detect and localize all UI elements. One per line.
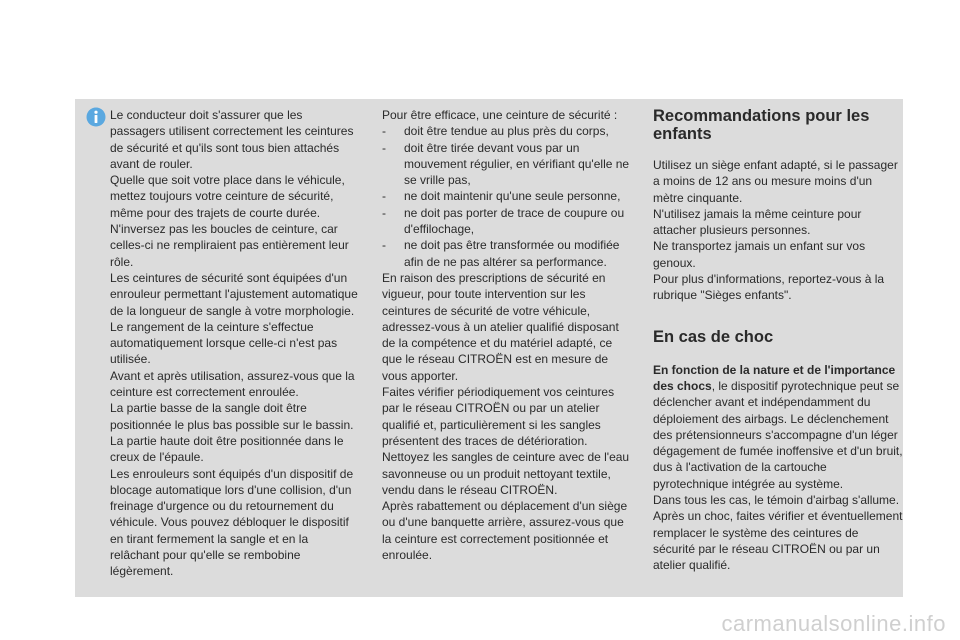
- paragraph: N'inversez pas les boucles de ceinture, car celles-ci ne rempliraient pas entièrement leur rôle.: [110, 222, 349, 269]
- paragraph: Les enrouleurs sont équipés d'un dispositif de blocage automatique lors d'une collision, d'un freinage d'urgence ou du retournement du véhicule. Vous pouvez débloquer le dispositif en tirant fermement la sangle et en la relâchant pour qu'elle se rembobine légèrement.: [110, 466, 354, 579]
- list-item-text: ne doit pas être transformée ou modifiée afin de ne pas altérer sa performance.: [404, 238, 620, 269]
- column-seatbelt-usage: [110, 107, 360, 580]
- heading-in-case-of-shock: En cas de choc: [653, 327, 774, 346]
- paragraph: Utilisez un siège enfant adapté, si le passager a moins de 12 ans ou mesure moins d'un mètre cinquante.: [653, 158, 898, 205]
- list-item-text: ne doit maintenir qu'une seule personne,: [404, 189, 621, 204]
- dash-bullet: -: [382, 189, 386, 204]
- watermark: carmanualsonline.info: [721, 611, 946, 636]
- dash-bullet: -: [382, 140, 386, 155]
- list-item: [382, 188, 632, 204]
- column-children-and-shock: [653, 107, 903, 574]
- heading-children-recommendations: Recommandations pour les enfants: [653, 107, 870, 143]
- paragraph: Quelle que soit votre place dans le véhicule, mettez toujours votre ceinture de sécurité, même pour des trajets de courte durée.: [110, 173, 345, 220]
- paragraph: Avant et après utilisation, assurez-vous que la ceinture est correctement enroulée.: [110, 368, 355, 400]
- bold-lead-text: En fonction de la nature et de l'importance des chocs: [653, 362, 896, 393]
- paragraph: Dans tous les cas, le témoin d'airbag s'allume.: [653, 493, 900, 508]
- intro-text: Pour être efficace, une ceinture de sécurité :: [382, 108, 618, 122]
- paragraph: Nettoyez les sangles de ceinture avec de l'eau savonneuse ou un produit nettoyant textile, vendu dans le réseau CITROËN.: [382, 450, 630, 497]
- info-icon: [86, 107, 106, 127]
- paragraph: N'utilisez jamais la même ceinture pour attacher plusieurs personnes.: [653, 206, 862, 238]
- paragraph: Ne transportez jamais un enfant sur vos genoux.: [653, 239, 866, 270]
- dash-bullet: -: [382, 238, 386, 253]
- list-item-text: doit être tendue au plus près du corps,: [404, 124, 609, 139]
- paragraph: Après un choc, faites vérifier et éventuellement remplacer le système des ceintures de sécurité par le réseau CITROËN ou par un atelier qualifié.: [653, 509, 903, 573]
- paragraph: [653, 362, 903, 492]
- paragraph: La partie haute doit être positionnée dans le creux de l'épaule.: [110, 433, 344, 465]
- paragraph: Pour plus d'informations, reportez-vous à la rubrique "Sièges enfants".: [653, 272, 885, 303]
- paragraph-text: , le dispositif pyrotechnique peut se déclencher avant et indépendamment du déploiement des airbags. Le déclenchement des prétensionneurs s'accompagne d'un léger dégagement de fumée inoffensive et d'un bruit, dus à l'activation de la cartouche pyrotechnique intégrée au système.: [653, 378, 903, 491]
- paragraph: Le conducteur doit s'assurer que les passagers utilisent correctement les ceintures de sécurité et qu'ils sont tous bien attachés avant de rouler.: [110, 108, 354, 171]
- paragraph: Après rabattement ou déplacement d'un siège ou d'une banquette arrière, assurez-vous que la ceinture est correctement positionnée et enroulée.: [382, 499, 628, 563]
- list-item: [382, 205, 632, 238]
- paragraph: Les ceintures de sécurité sont équipées d'un enrouleur permettant l'ajustement automatique de la longueur de sangle à votre morphologie. Le rangement de la ceinture s'effectue automatiquement lorsque celle-ci n'est pas utilisée.: [110, 270, 358, 367]
- column-seatbelt-requirements: [382, 107, 632, 563]
- list-item-text: ne doit pas porter de trace de coupure ou d'effilochage,: [404, 205, 625, 237]
- list-item-text: doit être tirée devant vous par un mouvement régulier, en vérifiant qu'elle ne se vrille pas,: [404, 140, 630, 188]
- paragraph: En raison des prescriptions de sécurité en vigueur, pour toute intervention sur les ceintures de sécurité de votre véhicule, adressez-vous à un atelier qualifié disposant de la compétence et du matériel adapté, ce que le réseau CITROËN est en mesure de vous apporter.: [382, 270, 619, 383]
- dash-bullet: -: [382, 205, 386, 220]
- list-item: [382, 237, 632, 270]
- paragraph: Faites vérifier périodiquement vos ceintures par le réseau CITROËN ou par un atelier qualifié et, particulièrement si les sangles présentent des traces de détérioration.: [382, 385, 615, 448]
- list-item: [382, 123, 632, 139]
- paragraph: La partie basse de la sangle doit être positionnée le plus bas possible sur le bassin.: [110, 401, 354, 432]
- dash-bullet: -: [382, 124, 386, 139]
- list-item: [382, 140, 632, 189]
